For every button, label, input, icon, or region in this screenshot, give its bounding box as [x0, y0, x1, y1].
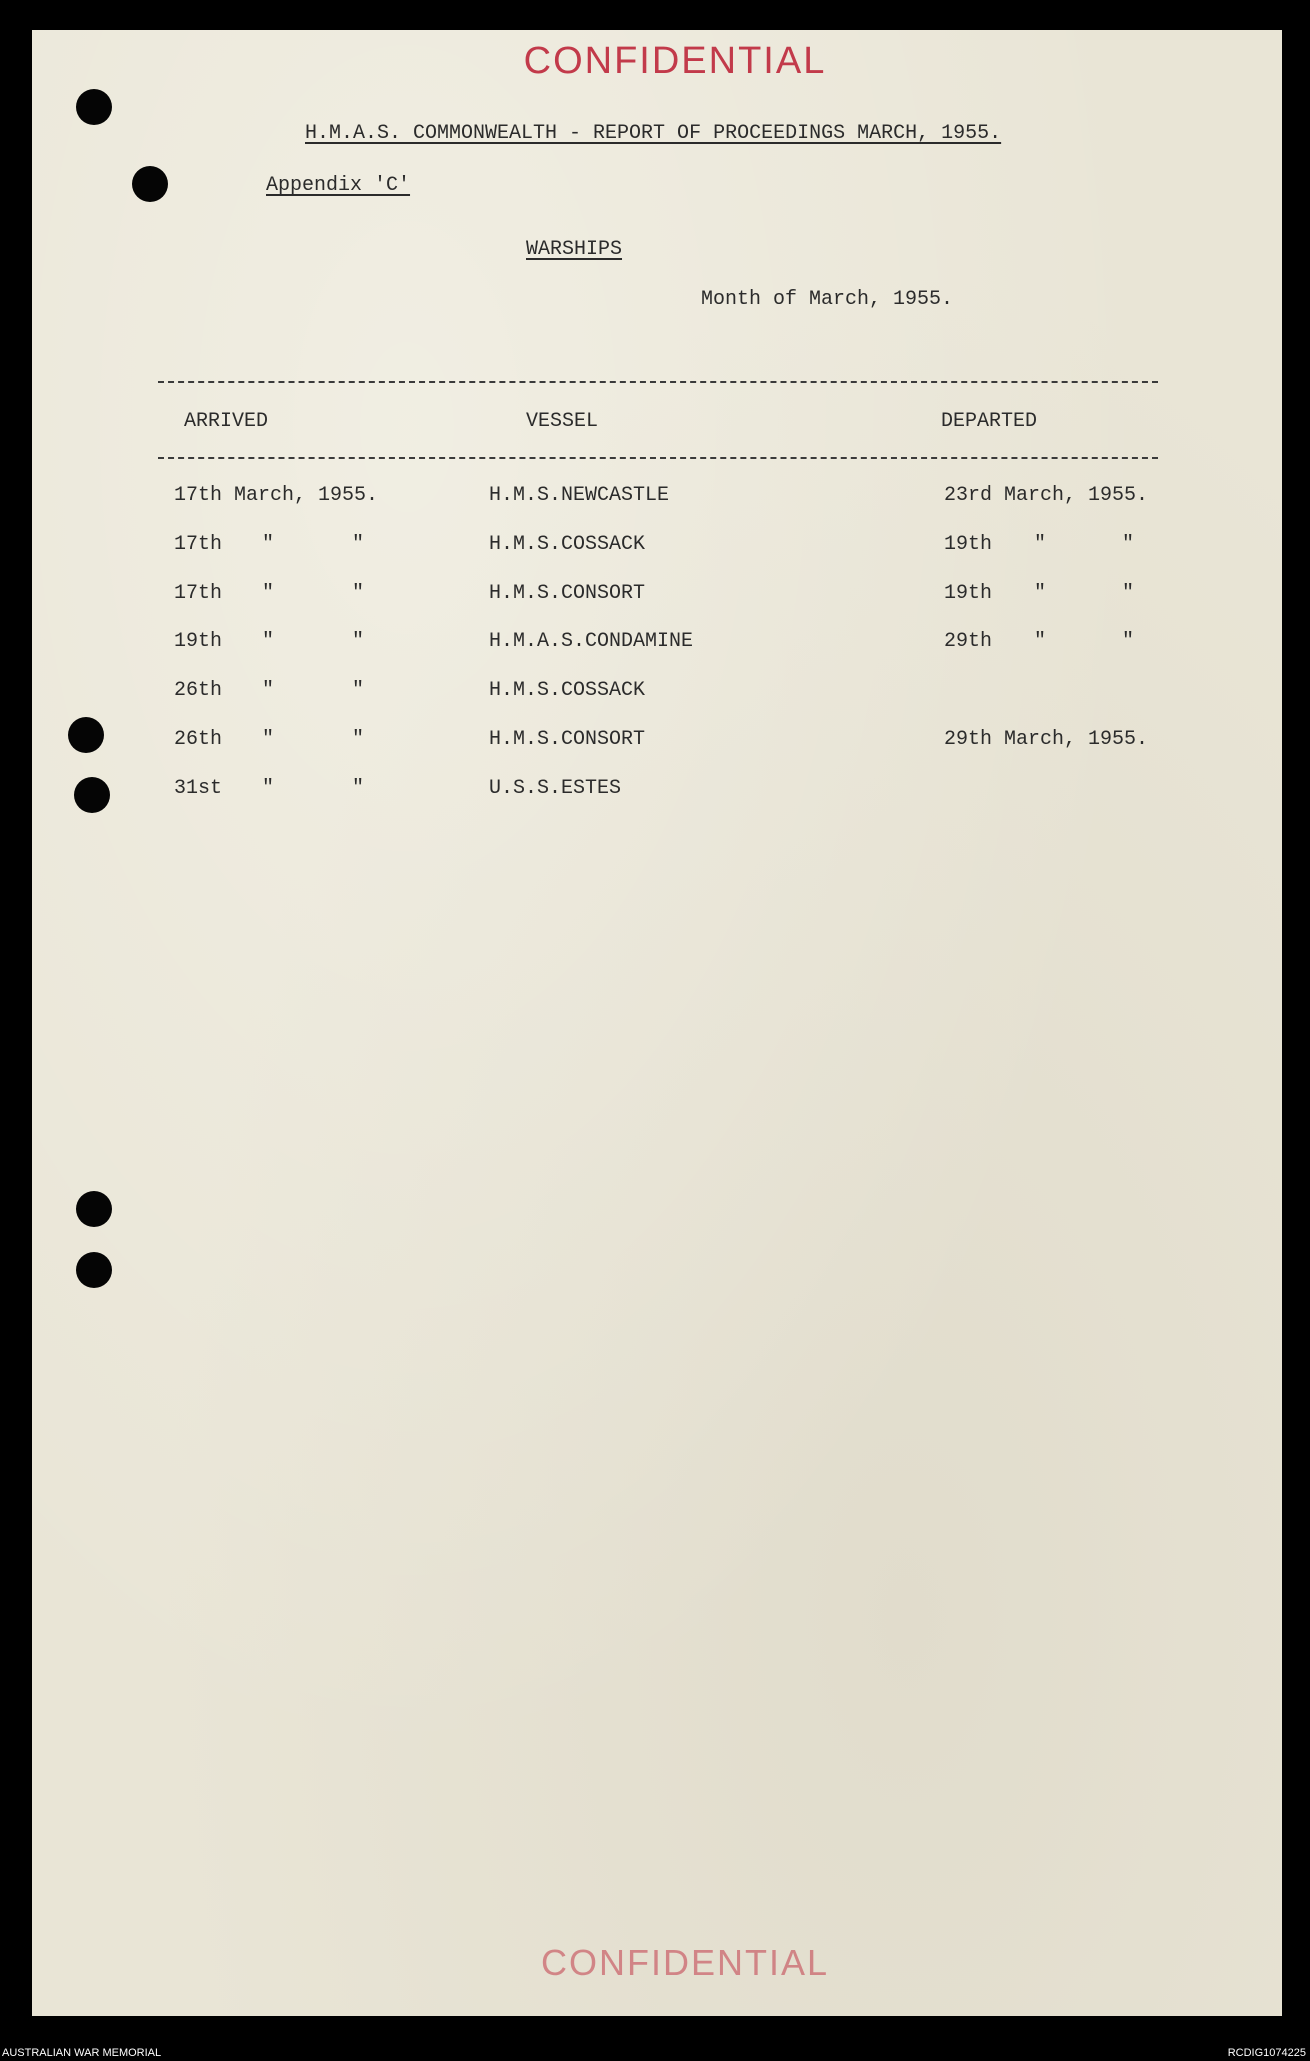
vessel-name: H.M.S.CONSORT: [489, 728, 646, 751]
departed-day: 19th: [944, 533, 993, 556]
arrived-day: 26th: [174, 728, 223, 751]
arrived-ditto: ": [352, 630, 365, 653]
arrived-ditto: ": [262, 679, 275, 702]
column-header-departed: DEPARTED: [941, 410, 1038, 433]
vessel-name: H.M.A.S.CONDAMINE: [489, 630, 694, 653]
table-header-rule: [158, 457, 1158, 459]
vessel-name: H.M.S.NEWCASTLE: [489, 484, 670, 507]
departed-ditto: ": [1122, 582, 1135, 605]
table-row: [0, 777, 1310, 807]
document-page: [32, 30, 1282, 2016]
punch-hole: [76, 1191, 112, 1227]
departed-ditto: ": [1034, 630, 1047, 653]
departed-date: 29th March, 1955.: [944, 728, 1149, 751]
period-label: Month of March, 1955.: [701, 288, 954, 311]
report-title: H.M.A.S. COMMONWEALTH - REPORT OF PROCEEDINGS MARCH, 1955.: [305, 122, 1002, 145]
vessel-name: H.M.S.COSSACK: [489, 679, 646, 702]
confidential-stamp-bottom: CONFIDENTIAL: [540, 1942, 830, 1983]
table-row: [0, 630, 1310, 660]
table-row: [0, 679, 1310, 709]
arrived-day: 17th: [174, 582, 223, 605]
table-row: [0, 484, 1310, 514]
arrived-day: 31st: [174, 777, 223, 800]
departed-day: 19th: [944, 582, 993, 605]
vessel-name: H.M.S.COSSACK: [489, 533, 646, 556]
table-row: [0, 582, 1310, 612]
arrived-ditto: ": [352, 777, 365, 800]
departed-date: 23rd March, 1955.: [944, 484, 1149, 507]
arrived-day: 19th: [174, 630, 223, 653]
arrived-day: 26th: [174, 679, 223, 702]
confidential-stamp-top: CONFIDENTIAL: [523, 40, 827, 82]
arrived-date: 17th March, 1955.: [174, 484, 379, 507]
footer-source: AUSTRALIAN WAR MEMORIAL: [2, 2047, 162, 2059]
arrived-ditto: ": [352, 679, 365, 702]
punch-hole: [76, 89, 112, 125]
arrived-ditto: ": [262, 728, 275, 751]
arrived-ditto: ": [352, 582, 365, 605]
column-header-vessel: VESSEL: [526, 410, 599, 433]
arrived-ditto: ": [262, 777, 275, 800]
table-row: [0, 728, 1310, 758]
departed-ditto: ": [1034, 582, 1047, 605]
table-row: [0, 533, 1310, 563]
punch-hole: [76, 1252, 112, 1288]
vessel-name: U.S.S.ESTES: [489, 777, 622, 800]
arrived-day: 17th: [174, 533, 223, 556]
appendix-label: Appendix 'C': [266, 174, 411, 197]
column-header-arrived: ARRIVED: [184, 410, 269, 433]
footer-id: RCDIG1074225: [1227, 2047, 1306, 2059]
arrived-ditto: ": [262, 533, 275, 556]
departed-ditto: ": [1122, 630, 1135, 653]
punch-hole: [132, 166, 168, 202]
departed-day: 29th: [944, 630, 993, 653]
departed-ditto: ": [1122, 533, 1135, 556]
arrived-ditto: ": [352, 728, 365, 751]
vessel-name: H.M.S.CONSORT: [489, 582, 646, 605]
departed-ditto: ": [1034, 533, 1047, 556]
arrived-ditto: ": [262, 630, 275, 653]
section-heading: WARSHIPS: [526, 238, 623, 261]
arrived-ditto: ": [262, 582, 275, 605]
arrived-ditto: ": [352, 533, 365, 556]
table-top-rule: [158, 381, 1158, 383]
